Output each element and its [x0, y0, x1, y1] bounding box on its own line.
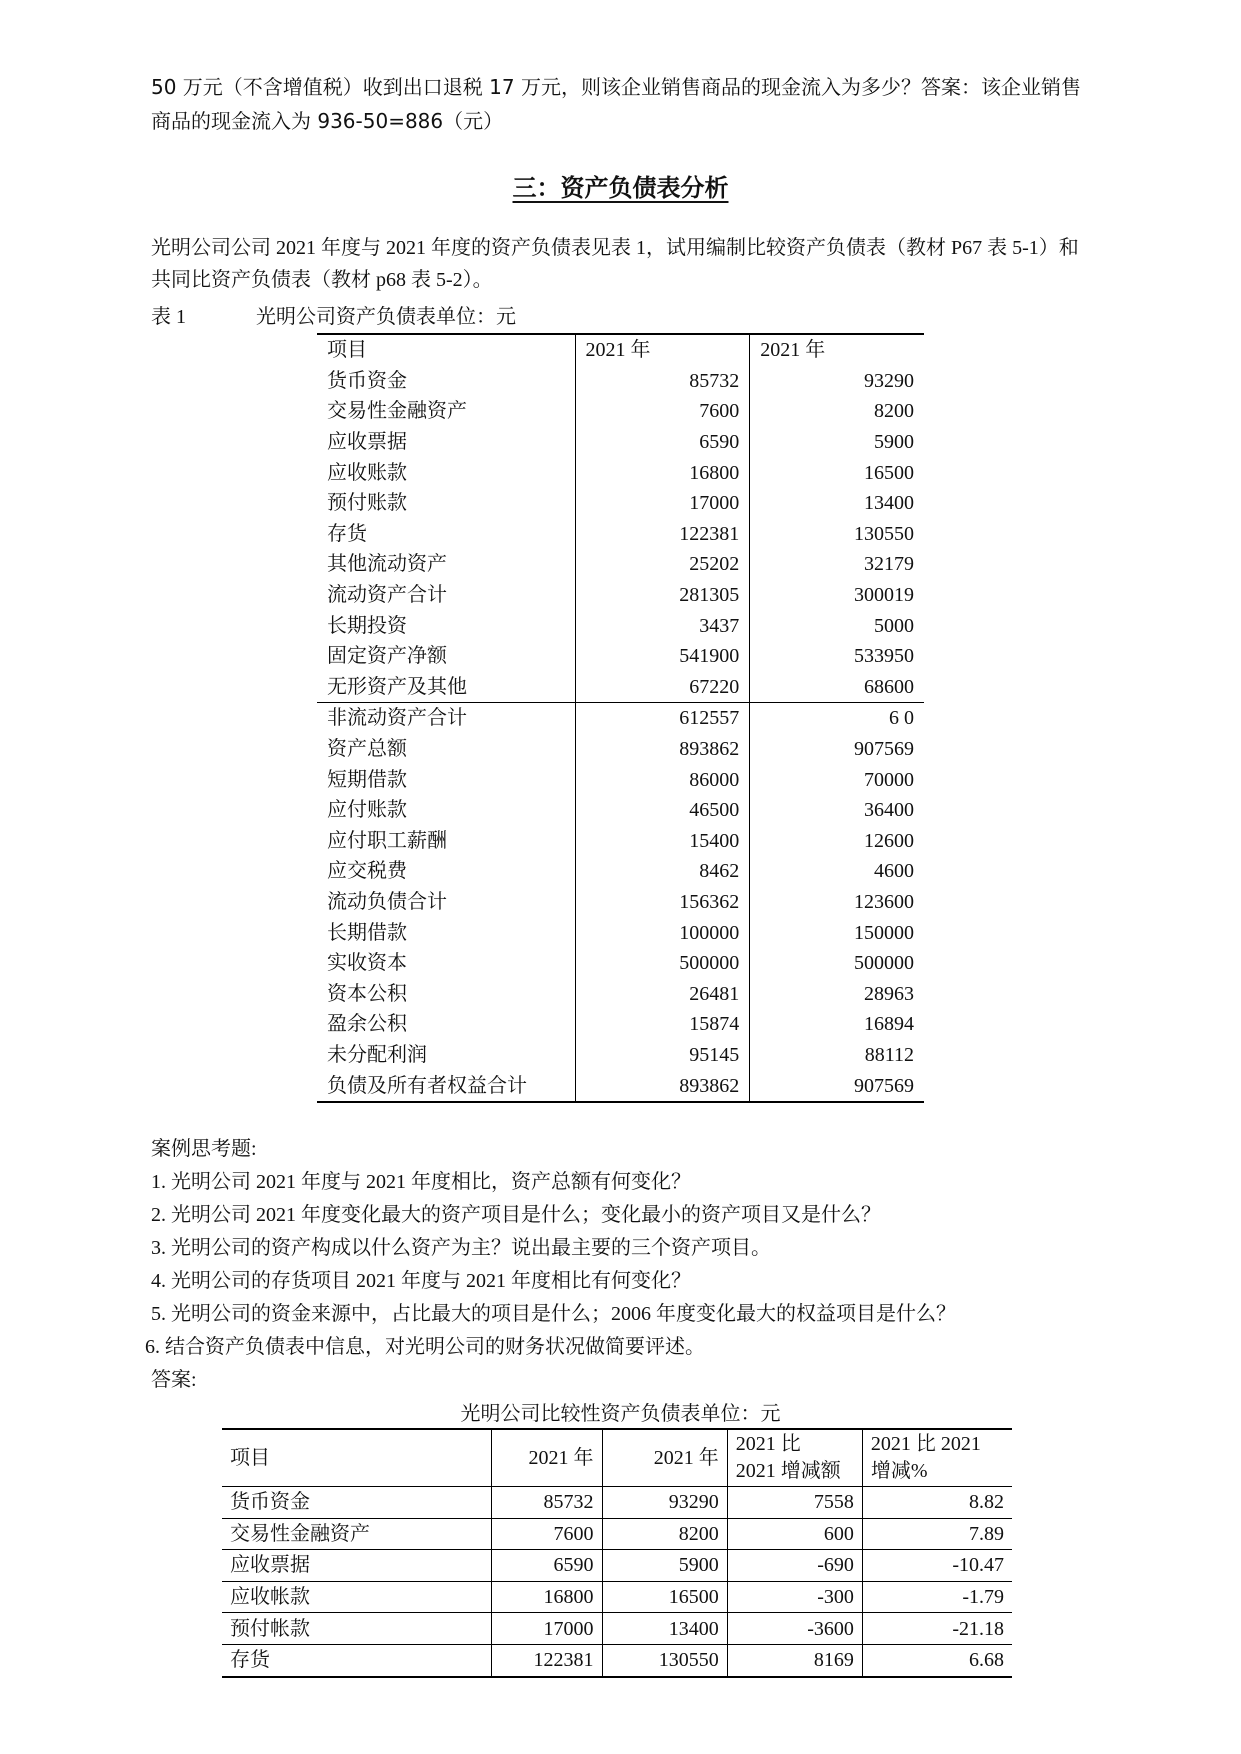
- row-label-cell: 存货: [222, 1644, 491, 1676]
- value-cell: 12600: [864, 829, 914, 852]
- row-label-cell: 交易性金融资产: [317, 396, 575, 427]
- comparative-balance-sheet-table: [222, 1428, 1012, 1678]
- table-row: [317, 826, 924, 857]
- value-cell: 32179: [864, 553, 914, 576]
- value-cell: 16894: [864, 1013, 914, 1036]
- row-label-cell: 应付账款: [317, 795, 575, 826]
- value-cell: 907569: [750, 1070, 924, 1102]
- table-row: [317, 488, 924, 519]
- question-6: 6. 结合资产负债表中信息，对光明公司的财务状况做简要评述。: [145, 1336, 705, 1358]
- value-cell: 130550: [854, 522, 914, 545]
- value-cell: 541900: [575, 641, 750, 672]
- table-row: [317, 366, 924, 397]
- header-cell-year-a: 2021 年: [491, 1429, 602, 1487]
- header-change-percent-line-1: 2021 比 2021: [870, 1433, 981, 1455]
- header-change-amount-line-1: 2021 比: [735, 1433, 801, 1455]
- table-row: [317, 580, 924, 611]
- case-questions: [145, 1133, 1161, 1397]
- row-label-cell: 交易性金融资产: [222, 1518, 491, 1550]
- row-label-cell: 应交税费: [317, 856, 575, 887]
- value-cell: 612557: [575, 703, 750, 734]
- value-cell: 300019: [854, 584, 914, 607]
- table-header-row: [222, 1429, 1012, 1487]
- value-cell: 85732: [575, 366, 750, 397]
- value-cell: 26481: [575, 978, 750, 1009]
- value-cell: 5000: [874, 614, 914, 637]
- question-5: 5. 光明公司的资金来源中，占比最大的项目是什么；2006 年度变化最大的权益项目是什么？: [151, 1303, 956, 1325]
- value-cell: 67220: [575, 672, 750, 703]
- case-paragraph-line-2: 共同比资产负债表（教材 p68 表 5-2）。: [151, 269, 493, 291]
- row-label-cell: 预付账款: [317, 488, 575, 519]
- value-cell: 533950: [854, 645, 914, 668]
- value-cell: 3437: [575, 610, 750, 641]
- table-row: [317, 795, 924, 826]
- header-cell-item: 项目: [317, 334, 575, 366]
- header-cell-year-b: 2021 年: [602, 1429, 727, 1487]
- value-cell: 156362: [575, 887, 750, 918]
- table-row: [317, 887, 924, 918]
- header-cell-change-amount: [727, 1429, 862, 1487]
- header-cell-year-b: 2021 年: [750, 334, 924, 366]
- row-label-cell: 资本公积: [317, 978, 575, 1009]
- value-cell: 86000: [575, 764, 750, 795]
- value-cell: 130550: [602, 1644, 727, 1676]
- value-cell: 893862: [575, 1070, 750, 1102]
- value-cell: 25202: [575, 549, 750, 580]
- row-label-cell: 短期借款: [317, 764, 575, 795]
- value-cell: 6.68: [862, 1644, 1012, 1676]
- value-cell: 7600: [575, 396, 750, 427]
- row-label-cell: 盈余公积: [317, 1009, 575, 1040]
- value-cell: 8200: [602, 1518, 727, 1550]
- value-cell: 5900: [602, 1550, 727, 1582]
- value-cell: 281305: [575, 580, 750, 611]
- table-row: [317, 396, 924, 427]
- row-label-cell: 预付帐款: [222, 1613, 491, 1645]
- value-cell: 4600: [874, 860, 914, 883]
- case-paragraph-line-1: 光明公司公司 2021 年度与 2021 年度的资产负债表见表 1，试用编制比较资产负债表（教材 P67 表 5-1）和: [151, 237, 1079, 259]
- row-label-cell: 无形资产及其他: [317, 672, 575, 703]
- value-cell: 88112: [864, 1043, 914, 1066]
- value-cell: 16800: [491, 1581, 602, 1613]
- value-cell: 6 0: [750, 703, 924, 734]
- header-cell-year-a: 2021 年: [575, 334, 750, 366]
- value-cell: 68600: [864, 675, 914, 698]
- value-cell: 16500: [602, 1581, 727, 1613]
- value-cell: -21.18: [862, 1613, 1012, 1645]
- value-cell: 36400: [864, 799, 914, 822]
- table-row: [317, 1070, 924, 1102]
- value-cell: 85732: [491, 1487, 602, 1519]
- table-row: [222, 1550, 1012, 1582]
- intro-line-2: 商品的现金流入为 936-50=886（元）: [151, 109, 504, 133]
- value-cell: 7.89: [862, 1518, 1012, 1550]
- value-cell: -3600: [727, 1613, 862, 1645]
- question-2: 2. 光明公司 2021 年度变化最大的资产项目是什么；变化最小的资产项目又是什么？: [151, 1204, 881, 1226]
- value-cell: 17000: [575, 488, 750, 519]
- row-label-cell: 固定资产净额: [317, 641, 575, 672]
- table-row: [317, 610, 924, 641]
- questions-title: 案例思考题:: [151, 1138, 257, 1160]
- value-cell: 150000: [854, 921, 914, 944]
- row-label-cell: 非流动资产合计: [317, 703, 575, 734]
- value-cell: 8.82: [862, 1487, 1012, 1519]
- value-cell: 8200: [874, 400, 914, 423]
- table-row: [222, 1581, 1012, 1613]
- value-cell: 907569: [854, 738, 914, 761]
- value-cell: 16500: [864, 461, 914, 484]
- value-cell: 13400: [864, 492, 914, 515]
- value-cell: 122381: [575, 519, 750, 550]
- table-row: [317, 519, 924, 550]
- table1-label: 表 1: [151, 306, 186, 328]
- section-heading: [0, 168, 1241, 203]
- table1-caption: [151, 300, 516, 329]
- value-cell: 6590: [575, 427, 750, 458]
- intro-paragraph: [151, 70, 1161, 138]
- value-cell: 95145: [575, 1040, 750, 1071]
- row-label-cell: 应收票据: [222, 1550, 491, 1582]
- intro-line-1: 50 万元（不含增值税）收到出口退税 17 万元，则该企业销售商品的现金流入为多少？答案：该企业销售: [151, 75, 1081, 99]
- value-cell: 17000: [491, 1613, 602, 1645]
- table-row: [317, 734, 924, 765]
- row-label-cell: 存货: [317, 519, 575, 550]
- row-label-cell: 长期投资: [317, 610, 575, 641]
- case-paragraph: [151, 232, 1161, 296]
- value-cell: -10.47: [862, 1550, 1012, 1582]
- header-cell-item: 项目: [222, 1429, 491, 1487]
- value-cell: 6590: [491, 1550, 602, 1582]
- table-row: [222, 1518, 1012, 1550]
- row-label-cell: 流动负债合计: [317, 887, 575, 918]
- row-label-cell: 货币资金: [222, 1487, 491, 1519]
- table-row: [317, 917, 924, 948]
- row-label-cell: 流动资产合计: [317, 580, 575, 611]
- value-cell: 123600: [854, 890, 914, 913]
- value-cell: 5900: [874, 431, 914, 454]
- header-cell-change-percent: [862, 1429, 1012, 1487]
- table1-title: 光明公司资产负债表单位：元: [256, 306, 516, 328]
- value-cell: 93290: [864, 369, 914, 392]
- table-row: [317, 1040, 924, 1071]
- table-row: [317, 1009, 924, 1040]
- question-1: 1. 光明公司 2021 年度与 2021 年度相比，资产总额有何变化？: [151, 1171, 691, 1193]
- section-heading-text: 三：资产负债表分析: [512, 174, 729, 202]
- balance-sheet-table: [317, 333, 924, 1103]
- question-4: 4. 光明公司的存货项目 2021 年度与 2021 年度相比有何变化？: [151, 1270, 691, 1292]
- value-cell: 100000: [575, 917, 750, 948]
- value-cell: 8462: [575, 856, 750, 887]
- value-cell: 93290: [602, 1487, 727, 1519]
- row-label-cell: 应付职工薪酬: [317, 826, 575, 857]
- value-cell: 8169: [727, 1644, 862, 1676]
- value-cell: 15400: [575, 826, 750, 857]
- value-cell: 600: [727, 1518, 862, 1550]
- value-cell: -690: [727, 1550, 862, 1582]
- table-header-row: [317, 334, 924, 366]
- table-row: [317, 764, 924, 795]
- row-label-cell: 未分配利润: [317, 1040, 575, 1071]
- value-cell: 122381: [491, 1644, 602, 1676]
- table-row: [317, 549, 924, 580]
- table-row: [317, 856, 924, 887]
- row-label-cell: 负债及所有者权益合计: [317, 1070, 575, 1102]
- row-label-cell: 资产总额: [317, 734, 575, 765]
- answer-label: 答案:: [151, 1369, 197, 1391]
- table-row: [317, 703, 924, 734]
- value-cell: 46500: [575, 795, 750, 826]
- row-label-cell: 货币资金: [317, 366, 575, 397]
- value-cell: 13400: [602, 1613, 727, 1645]
- table-row: [222, 1644, 1012, 1676]
- table2-title: 光明公司比较性资产负债表单位：元: [460, 1403, 781, 1425]
- value-cell: 70000: [864, 768, 914, 791]
- table-row: [317, 978, 924, 1009]
- table-row: [222, 1613, 1012, 1645]
- table-row: [222, 1487, 1012, 1519]
- table-row: [317, 672, 924, 703]
- value-cell: 500000: [854, 952, 914, 975]
- table-row: [317, 457, 924, 488]
- value-cell: 7558: [727, 1487, 862, 1519]
- value-cell: 7600: [491, 1518, 602, 1550]
- value-cell: -300: [727, 1581, 862, 1613]
- value-cell: 893862: [575, 734, 750, 765]
- row-label-cell: 长期借款: [317, 917, 575, 948]
- value-cell: 28963: [864, 982, 914, 1005]
- header-change-percent-line-2: 增减%: [870, 1460, 928, 1482]
- row-label-cell: 应收票据: [317, 427, 575, 458]
- value-cell: 500000: [575, 948, 750, 979]
- row-label-cell: 实收资本: [317, 948, 575, 979]
- value-cell: -1.79: [862, 1581, 1012, 1613]
- row-label-cell: 其他流动资产: [317, 549, 575, 580]
- question-3: 3. 光明公司的资产构成以什么资产为主？说出最主要的三个资产项目。: [151, 1237, 771, 1259]
- table-row: [317, 641, 924, 672]
- header-change-amount-line-2: 2021 增减额: [735, 1460, 841, 1482]
- value-cell: 15874: [575, 1009, 750, 1040]
- row-label-cell: 应收账款: [317, 457, 575, 488]
- row-label-cell: 应收帐款: [222, 1581, 491, 1613]
- table-row: [317, 427, 924, 458]
- table-row: [317, 948, 924, 979]
- value-cell: 16800: [575, 457, 750, 488]
